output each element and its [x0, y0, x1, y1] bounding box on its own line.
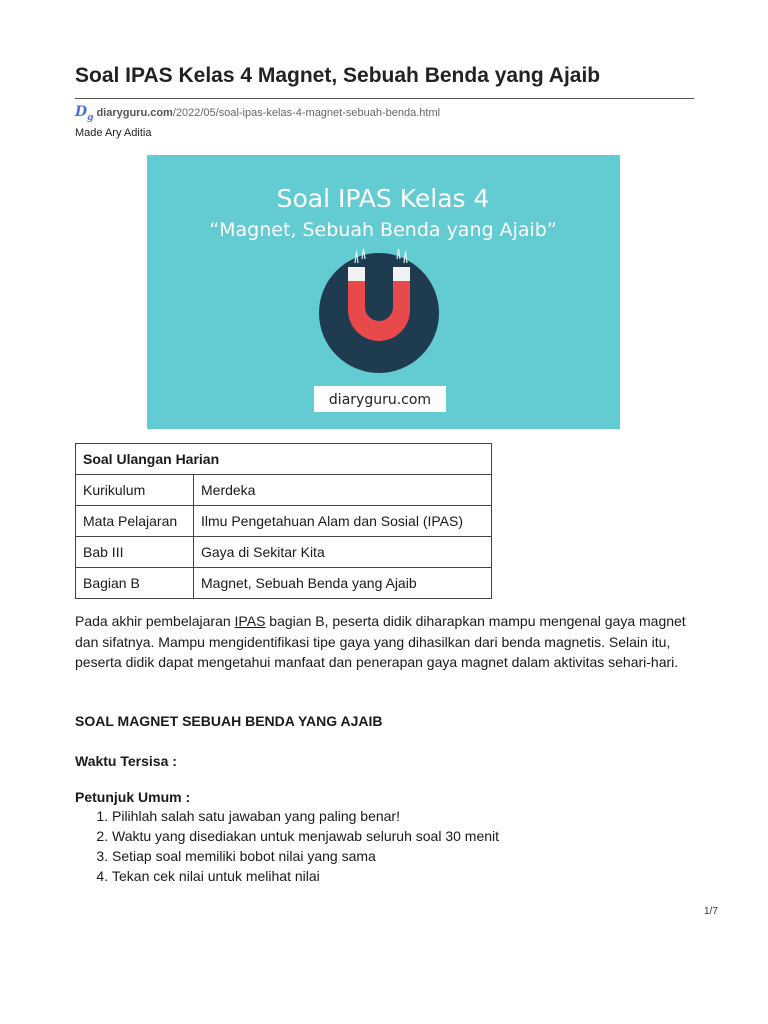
title-divider [75, 98, 694, 99]
table-header-row [76, 444, 492, 475]
info-table [75, 443, 492, 599]
table-row [76, 568, 492, 599]
rules-list [75, 806, 499, 886]
table-key: Bab III [76, 537, 194, 568]
table-row [76, 537, 492, 568]
source-domain[interactable]: diaryguru.com [96, 107, 173, 120]
soal-section-title: SOAL MAGNET SEBUAH BENDA YANG AJAIB [75, 713, 383, 729]
hero-title-line2: “Magnet, Sebuah Benda yang Ajaib” [209, 219, 557, 241]
diaryguru-logo-icon: $D_g$ [75, 104, 94, 123]
list-item: 2. Waktu yang disediakan untuk menjawab seluruh soal 30 menit [112, 826, 499, 846]
table-key: Bagian B [76, 568, 194, 599]
petunjuk-umum-label: Petunjuk Umum : [75, 789, 191, 805]
table-value: Gaya di Sekitar Kita [194, 537, 492, 568]
source-line[interactable] [75, 104, 440, 123]
ipas-link[interactable]: IPAS [234, 613, 266, 629]
table-value: Ilmu Pengetahuan Alam dan Sosial (IPAS) [194, 506, 492, 537]
hero-title-line1: Soal IPAS Kelas 4 [276, 184, 490, 213]
list-item: 3. Setiap soal memiliki bobot nilai yang sama [112, 846, 499, 866]
waktu-tersisa-label: Waktu Tersisa : [75, 753, 177, 769]
list-item: 1. Pilihlah salah satu jawaban yang paling benar! [112, 806, 499, 826]
list-item: 4. Tekan cek nilai untuk melihat nilai [112, 866, 499, 886]
source-path[interactable]: /2022/05/soal-ipas-kelas-4-magnet-sebuah-benda.html [172, 107, 441, 120]
table-key: Kurikulum [76, 475, 194, 506]
table-row [76, 475, 492, 506]
table-row [76, 506, 492, 537]
author-name: Made Ary Aditia [75, 127, 152, 139]
intro-paragraph: Pada akhir pembelajaran IPAS bagian B, peserta didik diharapkan mampu mengenal gaya magnet dan sifatnya. Mampu mengidentifikasi tipe gaya yang dihasilkan dari benda magnetis. Selain itu, peserta didik dapat mengetahui manfaat dan penerapan gaya magnet dalam aktivitas sehari-hari. [75, 613, 686, 670]
hero-image [147, 155, 620, 429]
table-key: Mata Pelajaran [76, 506, 194, 537]
page-title: Soal IPAS Kelas 4 Magnet, Sebuah Benda yang Ajaib [75, 64, 601, 87]
table-value: Magnet, Sebuah Benda yang Ajaib [194, 568, 492, 599]
table-header: Soal Ulangan Harian [76, 444, 492, 475]
hero-badge-text: diaryguru.com [328, 392, 432, 408]
page-number: 1/7 [704, 906, 718, 917]
table-value: Merdeka [194, 475, 492, 506]
horseshoe-magnet-icon [319, 249, 439, 373]
